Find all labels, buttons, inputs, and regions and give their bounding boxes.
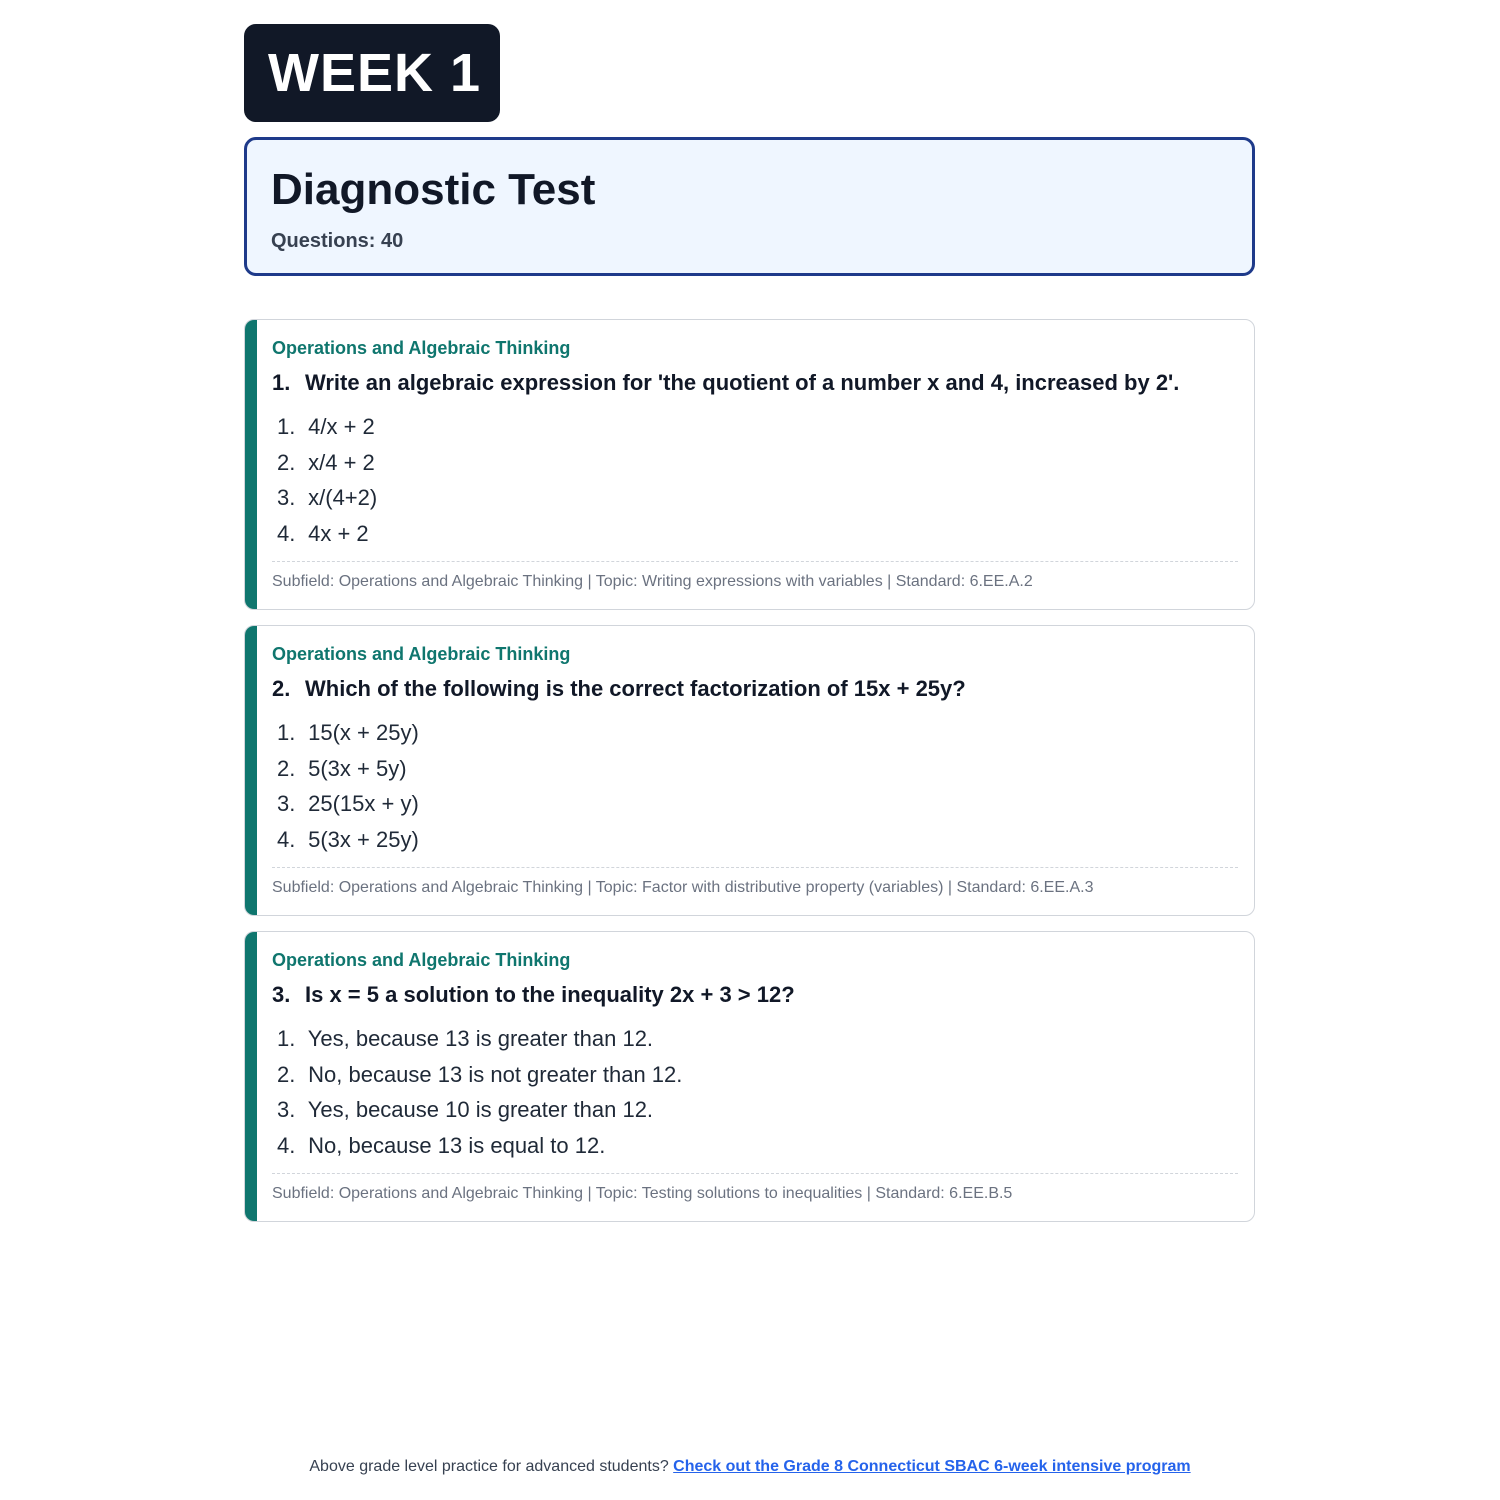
choice-text: 15(x + 25y) (308, 720, 419, 745)
choice-number: 2. (277, 449, 296, 475)
question-prompt: Which of the following is the correct factorization of 15x + 25y? (305, 676, 966, 701)
question-card (244, 931, 1255, 1222)
choice-item[interactable] (272, 409, 1238, 445)
choice-number: 3. (277, 1097, 296, 1123)
question-card (244, 319, 1255, 610)
choice-number: 3. (277, 791, 296, 817)
question-prompt: Write an algebraic expression for 'the quotient of a number x and 4, increased by 2'. (305, 370, 1180, 395)
choice-text: x/4 + 2 (308, 449, 375, 475)
choice-item[interactable] (272, 786, 1238, 822)
choice-item[interactable] (272, 1057, 1238, 1093)
choice-number: 4. (277, 521, 296, 547)
question-metadata: Subfield: Operations and Algebraic Thinking | Topic: Testing solutions to inequalities | Standard: 6.EE.B.5 (272, 1173, 1238, 1204)
choice-list (272, 715, 1238, 858)
choice-text: No, because 13 is not greater than 12. (308, 1061, 683, 1087)
question-number: 1. (272, 370, 291, 395)
question-metadata: Subfield: Operations and Algebraic Thinking | Topic: Writing expressions with variables | Standard: 6.EE.A.2 (272, 561, 1238, 592)
test-header (244, 137, 1255, 276)
choice-number: 4. (277, 827, 296, 853)
question-subfield: Operations and Algebraic Thinking (272, 950, 571, 970)
choice-item[interactable] (272, 822, 1238, 858)
choice-item[interactable] (272, 445, 1238, 481)
question-metadata: Subfield: Operations and Algebraic Thinking | Topic: Factor with distributive property (variables) | Standard: 6.EE.A.3 (272, 867, 1238, 898)
program-link[interactable]: Check out the Grade 8 Connecticut SBAC 6-week intensive program (673, 1458, 1191, 1475)
question-number: 2. (272, 676, 291, 701)
choice-text: 5(3x + 25y) (308, 827, 419, 853)
test-title: Diagnostic Test (271, 165, 596, 214)
choice-item[interactable] (272, 516, 1238, 552)
choice-text: 4x + 2 (308, 521, 369, 547)
question-subfield: Operations and Algebraic Thinking (272, 644, 571, 664)
choice-text: Yes, because 10 is greater than 12. (307, 1097, 654, 1123)
accent-bar (245, 626, 257, 915)
choice-item[interactable] (272, 751, 1238, 787)
choice-list (272, 1021, 1238, 1164)
bottom-prompt: Above grade level practice for advanced students? (309, 1458, 669, 1475)
choice-text: 25(15x + y) (308, 791, 419, 817)
question-body (272, 949, 1238, 1204)
bottom-note (0, 1457, 1500, 1477)
choice-text: x/(4+2) (308, 485, 378, 511)
choice-number: 2. (277, 1061, 296, 1087)
question-body (272, 643, 1238, 898)
choice-number: 2. (277, 755, 296, 781)
question-text (272, 369, 1238, 397)
page-container (244, 24, 1255, 1237)
question-list (244, 319, 1255, 1222)
choice-number: 1. (277, 414, 296, 439)
week-badge: WEEK 1 (244, 24, 500, 122)
choice-item[interactable] (272, 1021, 1238, 1057)
choice-text: Yes, because 13 is greater than 12. (307, 1026, 654, 1051)
accent-bar (245, 320, 257, 609)
choice-number: 1. (277, 1026, 296, 1051)
question-subfield: Operations and Algebraic Thinking (272, 338, 571, 358)
choice-item[interactable] (272, 480, 1238, 516)
question-number: 3. (272, 982, 291, 1007)
choice-list (272, 409, 1238, 552)
choice-text: No, because 13 is equal to 12. (308, 1133, 606, 1159)
choice-text: 5(3x + 5y) (308, 755, 407, 781)
choice-item[interactable] (272, 715, 1238, 751)
question-text (272, 981, 1238, 1009)
accent-bar (245, 932, 257, 1221)
choice-number: 4. (277, 1133, 296, 1159)
question-card (244, 625, 1255, 916)
choice-number: 3. (277, 485, 296, 511)
questions-count: Questions: 40 (271, 230, 404, 252)
choice-text: 4/x + 2 (308, 414, 375, 439)
question-prompt: Is x = 5 a solution to the inequality 2x + 3 > 12? (305, 982, 795, 1007)
question-body (272, 337, 1238, 592)
choice-item[interactable] (272, 1128, 1238, 1164)
choice-item[interactable] (272, 1092, 1238, 1128)
choice-number: 1. (277, 720, 296, 745)
question-text (272, 675, 1238, 703)
